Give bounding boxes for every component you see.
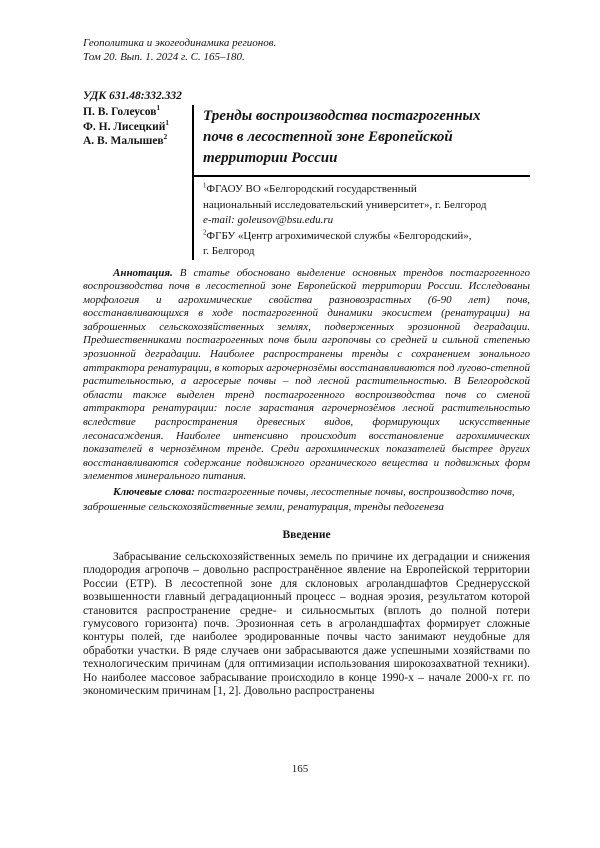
affiliation-mark: 1 — [165, 118, 169, 127]
affiliation-line: г. Белгород — [203, 245, 255, 257]
abstract-label: Аннотация. — [113, 266, 173, 279]
abstract-text: В статье обосновано выделение основных трендов постагрогенного воспроизводства почв в лесостепной зоне Европейской территории России. Исследованы морфология и агрохимические свойства разновозрастных (6-90 лет) почв, восстанавливающихся в ходе постагрогенной динамики экосистем (ренатурации) на заброшенных сельскохозяйственных землях, подверженных эрозионной деградации. Предшественниками постагрогенных почв были агропочвы со средней и сильной степенью эрозионной деградации. Наиболее распространены тренды с сохранением зонального аттрактора ренатурации, в которых агрочернозёмы восстанавливаются под лугово-степной растительностью, а агросерые почвы – под лесной растительностью. В Белгородской области также выделен тренд постагрогенного воспроизводства почв со сменой аттрактора ренатурации: после зарастания агрочернозёмов лесной растительностью вследствие распространения древесных видов, формирующих искусственные лесонасаждения. Наиболее интенсивно происходит восстановление агрохимических показателей в чернозёмном тренде. Среди агрохимических показателей быстрее других восстанавливаются содержание подвижного органического вещества и подвижных форм элементов минерального питания. — [83, 266, 530, 483]
affiliation-text: ФГБУ «Центр агрохимической службы «Белгородский», — [206, 229, 472, 242]
section-heading-introduction: Введение — [282, 529, 331, 541]
affiliation-line — [203, 182, 528, 198]
author — [83, 105, 192, 120]
affiliation-mark: 1 — [203, 182, 207, 190]
affiliation-line — [203, 229, 528, 245]
page-content — [83, 36, 530, 698]
keywords-label: Ключевые слова: — [113, 486, 195, 498]
affiliation-mark: 1 — [156, 104, 161, 113]
journal-issue-info: Том 20. Вып. 1. 2024 г. С. 165–180. — [83, 51, 245, 63]
abstract-paragraph — [83, 267, 530, 485]
author — [83, 134, 192, 149]
affiliation-mark: 2 — [163, 133, 168, 142]
article-head — [83, 105, 530, 260]
keywords-paragraph — [83, 485, 528, 514]
article-title: Тренды воспроизводства постагрогенных почв в лесостепной зоне Европейской территории России — [194, 105, 530, 177]
introduction-paragraph: Забрасывание сельскохозяйственных земель по причине их деградации и снижения плодородия агропочв – довольно распространённое явление на Европейской территории России (ЕТР). В лесостепной зоне для склоновых агроландшафтов Среднерусской возвышенности главный деградационный процесс – водная эрозия, результатом которой становится распространение средне- и сильносмытых (вплоть до полной потери гумусового горизонта) почв. Эрозионная сеть в агроландшафтах формирует сложные контуры полей, где наиболее эродированные почвы часто занимают неудобные для обработки участки. В ряде случаев они забрасываются даже успешными хозяйствами по технологическим причинам (для оптимизации использования широкозахватной техники). Но наиболее массовое забрасывание происходило в конце 1990-х – начале 2000-х гг. по экономическим причинам [1, 2]. Довольно распространены — [83, 551, 530, 698]
affiliation-line: национальный исследовательский университет», г. Белгород — [203, 198, 487, 211]
udk-code: УДК 631.48:332.332 — [83, 90, 182, 102]
journal-title: Геополитика и экогеодинамика регионов. — [83, 37, 277, 49]
affiliation-mark: 2 — [203, 228, 207, 236]
affiliations — [194, 177, 530, 260]
author — [83, 120, 192, 135]
author-name: Ф. Н. Лисецкий — [83, 120, 166, 133]
page-number: 165 — [291, 763, 309, 775]
affiliation-text: ФГАОУ ВО «Белгородский государственный — [206, 183, 417, 195]
author-name: А. В. Малышев — [83, 135, 164, 147]
title-block — [192, 105, 530, 260]
journal-header — [83, 36, 530, 64]
keywords-text: постагрогенные почвы, лесостепные почвы, воспроизводство почв, заброшенные сельскохозяйственные земли, ренатурация, тренды педогенеза — [83, 486, 515, 513]
author-name: П. В. Голеусов — [83, 106, 157, 118]
author-list — [83, 105, 192, 260]
author-email: e-mail: goleusov@bsu.edu.ru — [203, 214, 334, 226]
